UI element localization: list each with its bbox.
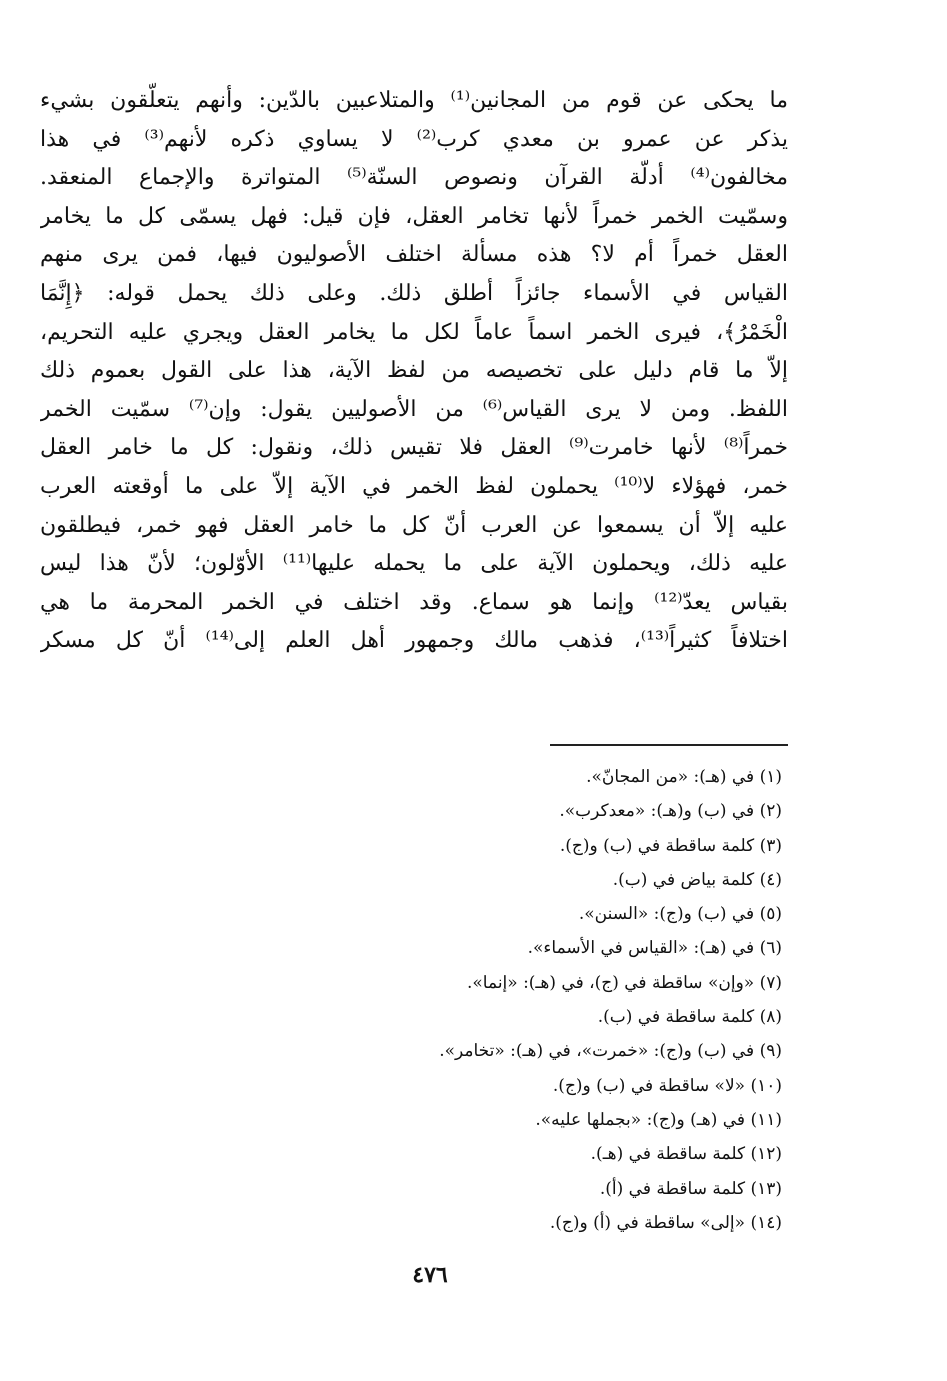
text-line: عليه إلاّ أن يسمعوا عن العرب أنّ كل ما خامر العقل فهو خمر، فيطلقون xyxy=(40,512,788,538)
text-line: خمراً⁽⁸⁾ لأنها خامرت⁽⁹⁾ العقل فلا تقيس ذلك، ونقول: كل ما خامر العقل xyxy=(40,435,788,461)
footnote: (٥) في (ب) و(ج): «السنن». xyxy=(578,904,782,925)
page-number: ٤٧٦ xyxy=(412,1262,448,1288)
footnote: (١٠) «لا» ساقطة في (ب) و(ج). xyxy=(552,1075,782,1096)
footnote: (٧) «وإن» ساقطة في (ج)، في (هـ): «إنما». xyxy=(467,972,782,993)
footnote: (١٢) كلمة ساقطة في (هـ). xyxy=(590,1144,782,1165)
footnote: (١) في (هـ): «من المجانّ». xyxy=(586,767,782,787)
footnote: (٨) كلمة ساقطة في (ب). xyxy=(597,1007,782,1028)
text-line: ما يحكى عن قوم من المجانين⁽¹⁾ والمتلاعبين بالدّين: وأنهم يتعلّقون بشيء xyxy=(40,88,788,113)
footnote-divider xyxy=(550,744,788,746)
text-line: مخالفون⁽⁴⁾ أدلّة القرآن ونصوص السنّة⁽⁵⁾ المتواترة والإجماع المنعقد. xyxy=(40,165,788,191)
text-line: العقل خمراً أم لا؟ هذه مسألة اختلف الأصوليون فيها، فمن يرى منهم xyxy=(40,242,788,268)
footnote: (٤) كلمة بياض في (ب). xyxy=(612,869,782,890)
text-line: إلاّ ما قام دليل على تخصيصه من لفظ الآية، هذا على القول بعموم ذلك xyxy=(40,358,788,384)
footnote: (٢) في (ب) و(هـ): «معدكرب». xyxy=(559,801,782,822)
text-line: الْخَمْرُ﴾، فيرى الخمر اسماً عاماً لكل ما يخامر العقل ويجري عليه التحريم، xyxy=(40,319,788,345)
footnote: (٦) في (هـ): «القياس في الأسماء». xyxy=(527,938,782,959)
text-line: خمر، فهؤلاء لا⁽¹⁰⁾ يحملون لفظ الخمر في الآية إلاّ على ما أوقعته العرب xyxy=(40,473,788,499)
footnote: (١١) في (هـ) و(ج): «بجملها عليه». xyxy=(535,1109,782,1130)
text-line: اختلافاً كثيراً⁽¹³⁾، فذهب مالك وجمهور أهل العلم إلى⁽¹⁴⁾ أنّ كل مسكر xyxy=(40,628,788,654)
footnote: (٩) في (ب) و(ج): «خمرت»، في (هـ): «تخامر». xyxy=(439,1041,782,1062)
footnotes xyxy=(40,760,782,1240)
footnote: (١٣) كلمة ساقطة في (أ). xyxy=(599,1178,782,1199)
text-line: القياس في الأسماء جائزاً أطلق ذلك. وعلى ذلك يحمل قوله: ﴿إِنَّمَا xyxy=(40,280,788,306)
text-line: عليه ذلك، ويحملون الآية على ما يحمله عليها⁽¹¹⁾ الأوّلون؛ لأنّ هذا ليس xyxy=(40,551,788,577)
text-line: اللفظ. ومن لا يرى القياس⁽⁶⁾ من الأصوليين يقول: وإن⁽⁷⁾ سمّيت الخمر xyxy=(40,396,788,422)
main-text xyxy=(40,82,788,661)
text-line: وسمّيت الخمر خمراً لأنها تخامر العقل، فإن قيل: فهل يسمّى كل ما يخامر xyxy=(40,203,788,229)
text-line: بقياس يعدّ⁽¹²⁾ وإنما هو سماع. وقد اختلف في الخمر المحرمة ما هي xyxy=(40,589,788,615)
footnote: (٣) كلمة ساقطة في (ب) و(ج). xyxy=(559,835,782,856)
footnote: (١٤) «إلى» ساقطة في (أ) و(ج). xyxy=(549,1212,782,1233)
text-line: يذكر عن عمرو بن معدي كرب⁽²⁾ لا يساوي ذكره لأنهم⁽³⁾ في هذا xyxy=(40,126,788,152)
